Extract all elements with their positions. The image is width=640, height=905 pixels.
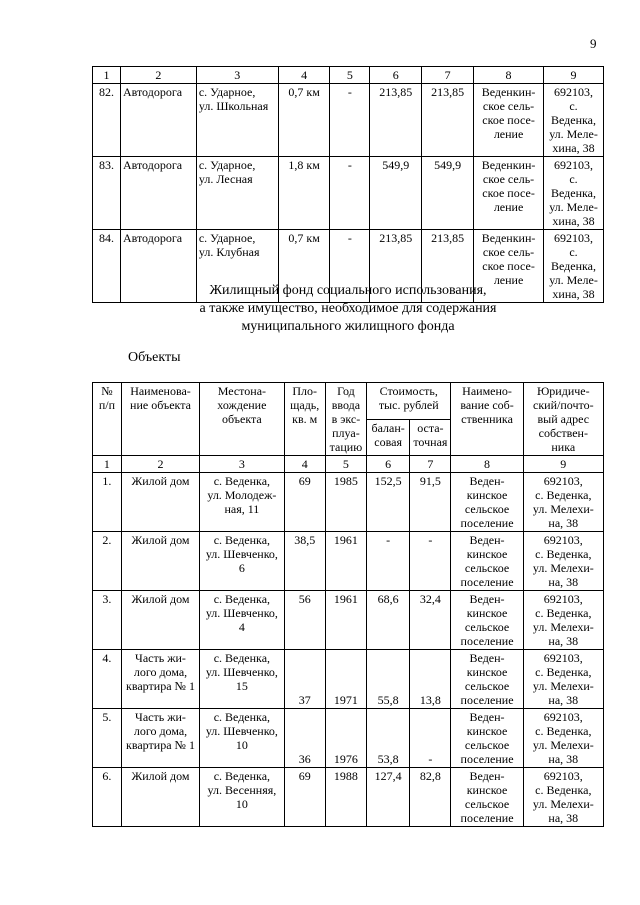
table-cell: 692103, с. Веденка, ул. Мелехи- на, 38 [523,650,603,709]
table-cell: 2 [121,456,199,473]
table-cell: 3. [93,591,122,650]
table-cell: 69 [284,768,325,827]
table-cell: 1971 [325,650,366,709]
header-balance: балан- совая [367,419,410,456]
table-cell: Жилой дом [121,768,199,827]
table-cell: 38,5 [284,532,325,591]
table-cell: 692103, с. Веденка, ул. Мелехи- на, 38 [523,591,603,650]
table-cell: 37 [284,650,325,709]
table-cell: 127,4 [367,768,410,827]
table-cell: с. Ударное, ул. Школьная [196,84,278,157]
table-cell: 13,8 [410,650,451,709]
table-cell: - [330,84,370,157]
table-cell: 213,85 [370,84,422,157]
table-cell: Жилой дом [121,473,199,532]
table-cell: 7 [422,67,474,84]
table-cell: с. Ударное, ул. Клубная [196,230,278,303]
table-row [93,67,604,84]
header-cost: Стоимость, тыс. рублей [367,383,451,420]
table-cell: 692103, с. Веденка, ул. Меле- хина, 38 [544,84,604,157]
table-cell: Автодорога [120,157,196,230]
table-cell: с. Веденка, ул. Шевченко, 15 [200,650,284,709]
table-cell: Автодорога [120,230,196,303]
table-cell: 5 [325,456,366,473]
header-year: Год ввода в экс- плуа- тацию [325,383,366,456]
table-cell: 6 [367,456,410,473]
header-area: Пло- щадь, кв. м [284,383,325,456]
table-cell: 1988 [325,768,366,827]
table-cell: 82,8 [410,768,451,827]
heading-line: а также имущество, необходимое для содержания [199,301,497,316]
header-num: № п/п [93,383,122,456]
table-cell: 7 [410,456,451,473]
table-cell: 213,85 [422,84,474,157]
table-cell: Веден- кинское сельское поселение [451,473,523,532]
table-cell: с. Веденка, ул. Молодеж- ная, 11 [200,473,284,532]
table-cell: 3 [200,456,284,473]
table-cell: 9 [523,456,603,473]
table-cell: 8 [474,67,544,84]
table-cell: с. Веденка, ул. Шевченко, 6 [200,532,284,591]
table-cell: 549,9 [422,157,474,230]
table-cell: - [330,157,370,230]
table-row [93,157,604,230]
heading-line: Жилищный фонд социального использования, [209,283,487,298]
table-row [93,709,604,768]
table-cell: 68,6 [367,591,410,650]
objects-label: Объекты [128,350,181,365]
table-cell: Веден- кинское сельское поселение [451,650,523,709]
table-cell: с. Ударное, ул. Лесная [196,157,278,230]
table-cell: 4 [284,456,325,473]
table-cell: 549,9 [370,157,422,230]
table-cell: 152,5 [367,473,410,532]
table-cell: 32,4 [410,591,451,650]
housing-table [92,382,604,827]
roads-table [92,66,604,303]
table-cell: 69 [284,473,325,532]
table-cell: 1 [93,456,122,473]
page-number: 9 [590,36,597,51]
table-cell: 56 [284,591,325,650]
table-cell: 1,8 км [278,157,330,230]
table-cell: - [330,230,370,303]
table-cell: 692103, с. Веденка, ул. Мелехи- на, 38 [523,709,603,768]
table-cell: 1976 [325,709,366,768]
table-cell: 2 [120,67,196,84]
table-cell: 692103, с. Веденка, ул. Мелехи- на, 38 [523,532,603,591]
table-cell: 53,8 [367,709,410,768]
table-cell: с. Веденка, ул. Весенняя, 10 [200,768,284,827]
header-residual: оста- точная [410,419,451,456]
header-owner: Наимено- вание соб- ственника [451,383,523,456]
table-cell: 83. [93,157,121,230]
table-cell: 692103, с. Веденка, ул. Меле- хина, 38 [544,157,604,230]
table-cell: Веденкин- ское сель- ское посе- ление [474,230,544,303]
table-cell: 91,5 [410,473,451,532]
heading-line: муниципального жилищного фонда [241,319,455,334]
table-cell: - [367,532,410,591]
table-row [93,768,604,827]
table-cell: Автодорога [120,84,196,157]
table-cell: Веденкин- ское сель- ское посе- ление [474,84,544,157]
table-row [93,650,604,709]
table-cell: с. Веденка, ул. Шевченко, 4 [200,591,284,650]
table-cell: 213,85 [422,230,474,303]
table-row [93,456,604,473]
table-cell: - [410,709,451,768]
table-cell: Веден- кинское сельское поселение [451,532,523,591]
table-row [93,84,604,157]
table-cell: Веденкин- ское сель- ское посе- ление [474,157,544,230]
table-cell: 8 [451,456,523,473]
table-cell: 9 [544,67,604,84]
table-cell: 1985 [325,473,366,532]
table-cell: 692103, с. Веденка, ул. Меле- хина, 38 [544,230,604,303]
table-cell: Веден- кинское сельское поселение [451,709,523,768]
section-heading [92,282,604,336]
table-cell: 692103, с. Веденка, ул. Мелехи- на, 38 [523,473,603,532]
table-cell: 1 [93,67,121,84]
table-row [93,591,604,650]
table-cell: Часть жи- лого дома, квартира № 1 [121,709,199,768]
table-cell: 36 [284,709,325,768]
table-cell: Веден- кинское сельское поселение [451,591,523,650]
table-cell: 3 [196,67,278,84]
table-cell: 0,7 км [278,230,330,303]
table-cell: 1961 [325,591,366,650]
table-cell: 1. [93,473,122,532]
table-cell: 0,7 км [278,84,330,157]
table-cell: Жилой дом [121,591,199,650]
table-cell: 5. [93,709,122,768]
table-cell: - [410,532,451,591]
table-row [93,473,604,532]
header-name: Наименова- ние объекта [121,383,199,456]
table-cell: 5 [330,67,370,84]
table-cell: Жилой дом [121,532,199,591]
table-cell: Часть жи- лого дома, квартира № 1 [121,650,199,709]
table-cell: 4. [93,650,122,709]
table-cell: с. Веденка, ул. Шевченко, 10 [200,709,284,768]
table-cell: 692103, с. Веденка, ул. Мелехи- на, 38 [523,768,603,827]
table-cell: 84. [93,230,121,303]
table-cell: 213,85 [370,230,422,303]
table-cell: 1961 [325,532,366,591]
table-cell: 55,8 [367,650,410,709]
header-address: Юридиче- ский/почто- вый адрес собствен- ника [523,383,603,456]
table-row [93,532,604,591]
table-cell: 2. [93,532,122,591]
table-cell: 6. [93,768,122,827]
table-cell: 4 [278,67,330,84]
table-cell: Веден- кинское сельское поселение [451,768,523,827]
table-cell: 6 [370,67,422,84]
table-cell: 82. [93,84,121,157]
header-location: Местона- хождение объекта [200,383,284,456]
